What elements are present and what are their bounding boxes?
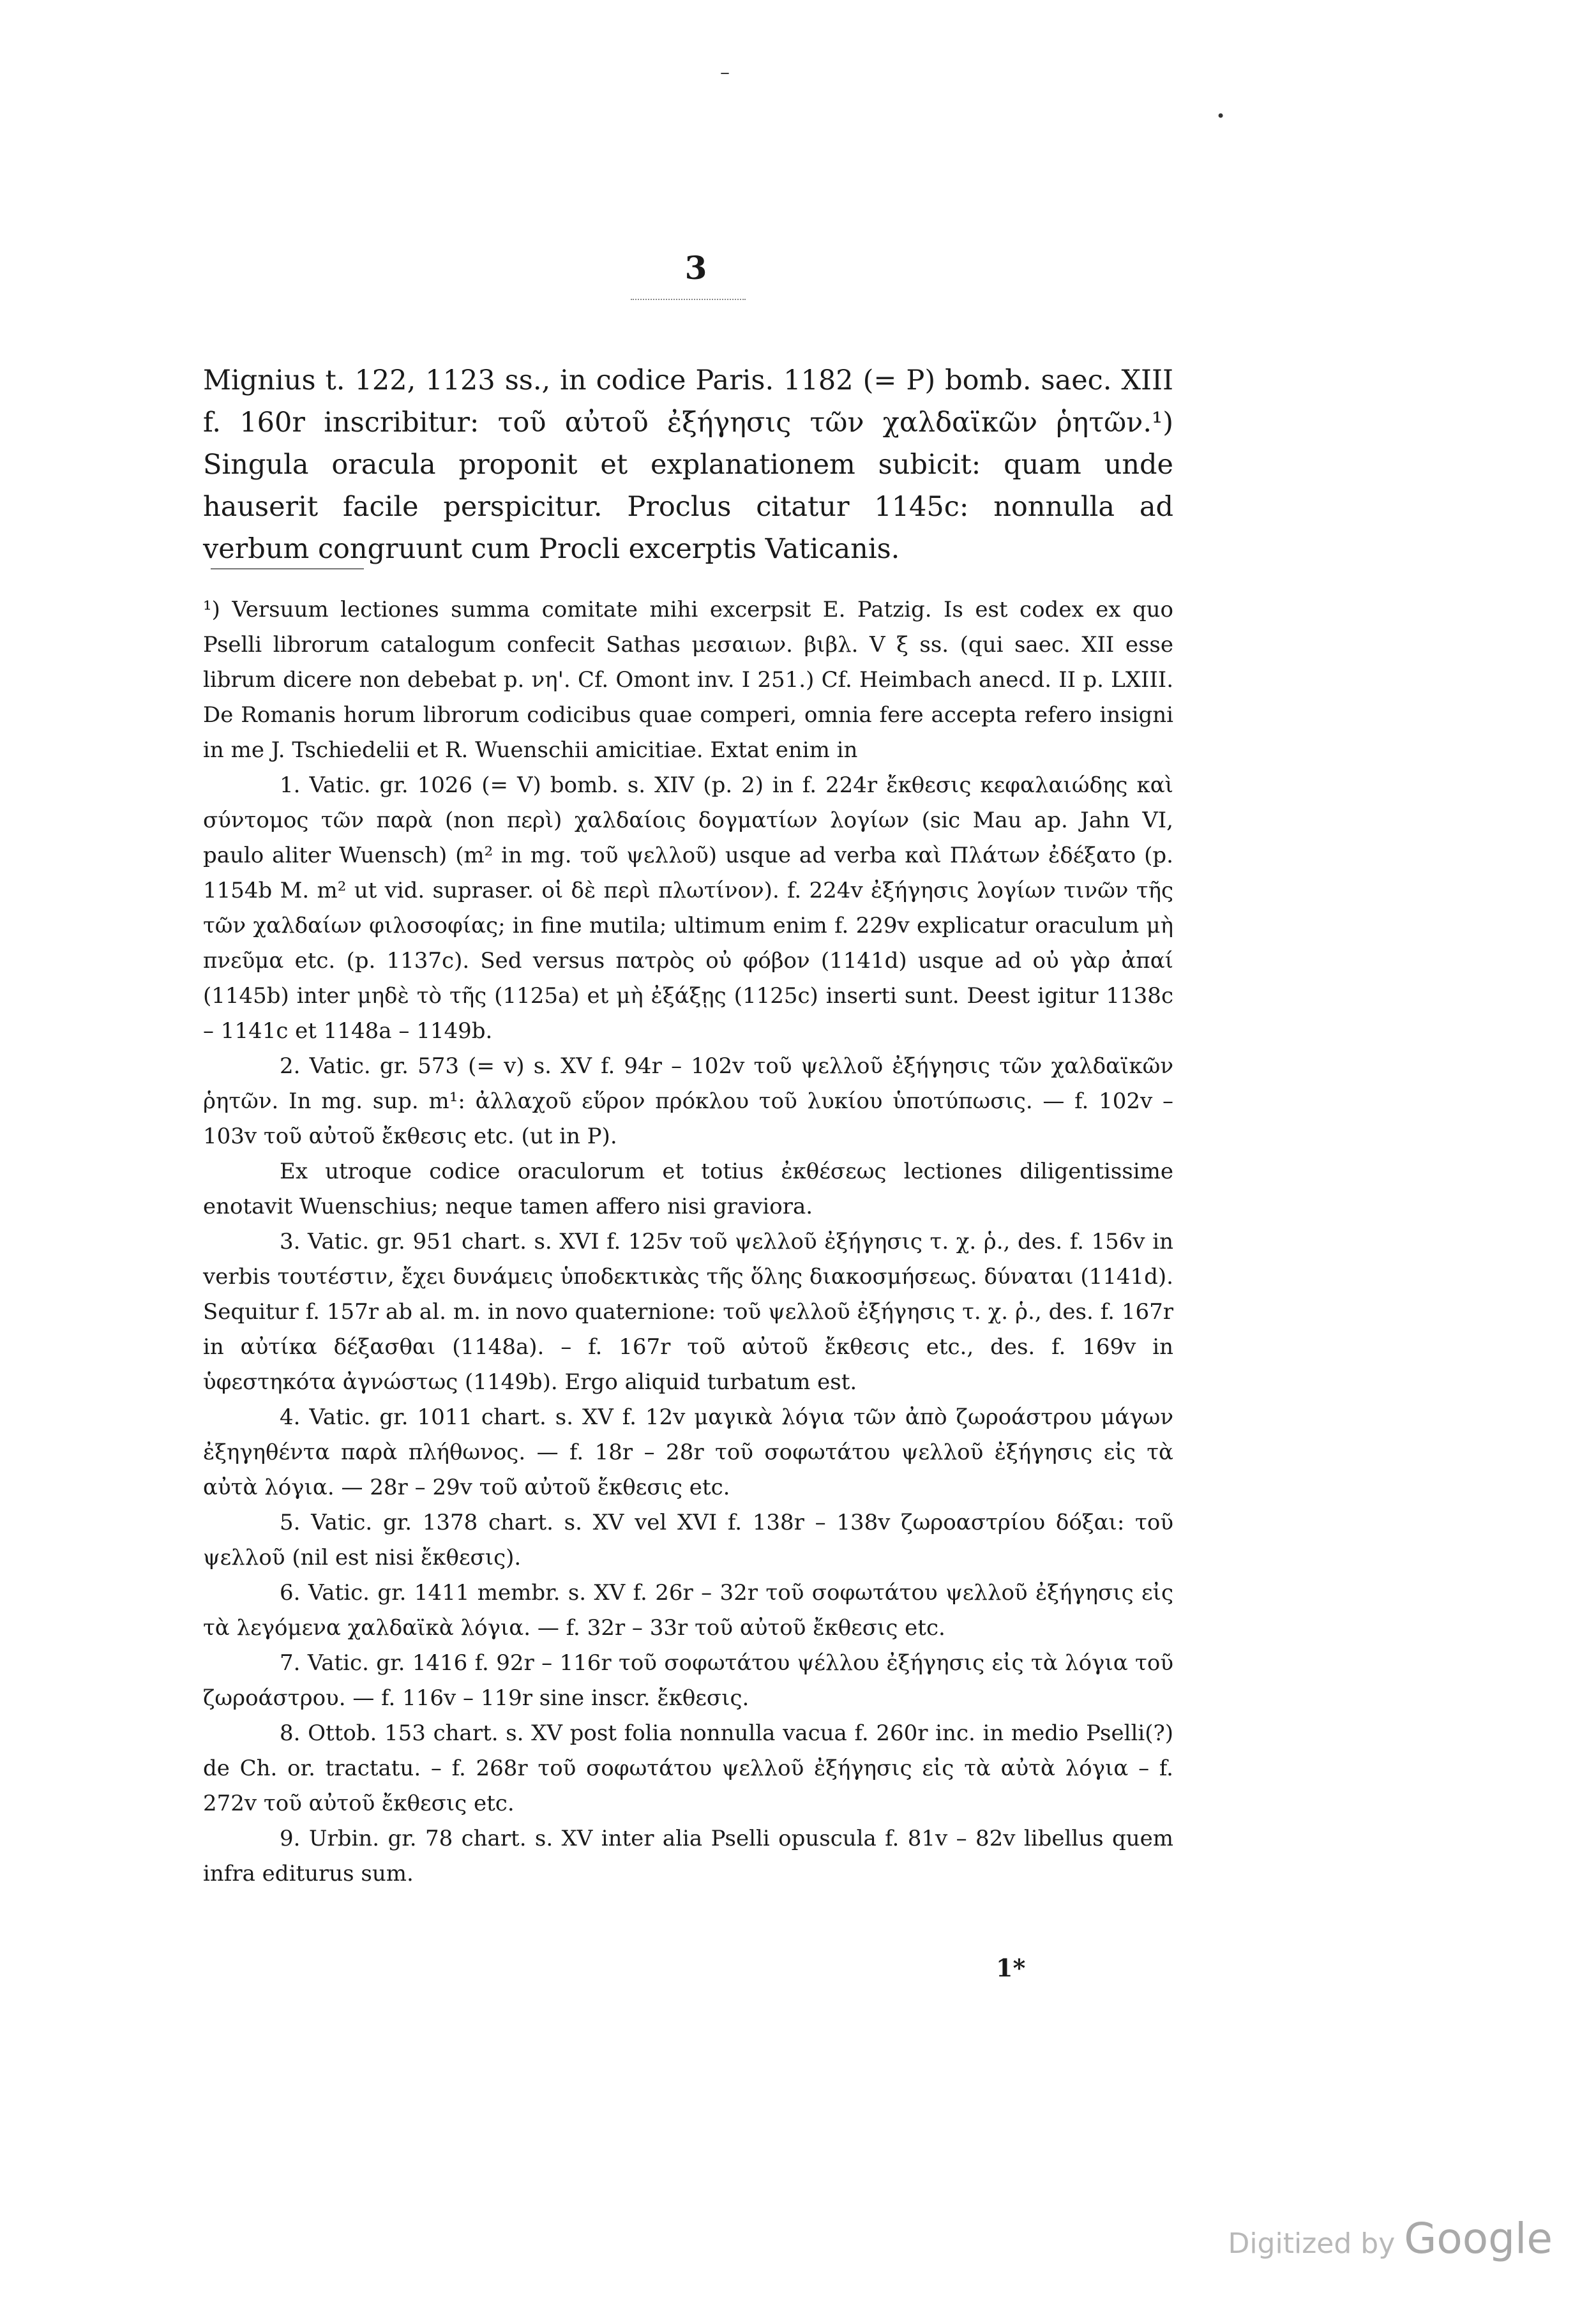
footnote-separator: [211, 568, 364, 569]
codex-note: Ex utroque codice oraculorum et totius ἐκθέσεως lectiones diligentissime enotavit Wuenschius; neque tamen affero nisi graviora.: [203, 1159, 1173, 1219]
watermark-prefix: Digitized by: [1228, 2227, 1396, 2260]
codex-entry-9: 9. Urbin. gr. 78 chart. s. XV inter alia Pselli opuscula f. 81v – 82v libellus quem infra editurus sum.: [203, 1826, 1173, 1886]
google-logo: Google: [1404, 2214, 1553, 2263]
codex-entry-8: 8. Ottob. 153 chart. s. XV post folia nonnulla vacua f. 260r inc. in medio Pselli(?) de Ch. or. tractatu. – f. 268r τοῦ σοφωτάτου ψελλοῦ ἐξήγησις εἰς τὰ αὐτὰ λόγια – f. 272v τοῦ αὐτοῦ ἔκθεσις etc.: [203, 1720, 1173, 1816]
footnote-block: [203, 592, 1173, 1892]
stray-dot-mark: •: [1216, 107, 1226, 125]
digitized-watermark: [1228, 2214, 1553, 2263]
page-number-rule: [631, 299, 746, 300]
footnote-intro: ¹) Versuum lectiones summa comitate mihi excerpsit E. Patzig. Is est codex ex quo Pselli librorum catalogum confecit Sathas μεσαιων. βιβλ. V ξ ss. (qui saec. XII esse librum dicere non debebat p. νη'. Cf. Omont inv. I 251.) Cf. Heimbach anecd. II p. LXIII. De Romanis horum librorum codicibus quae comperi, omnia fere accepta refero insigni in me J. Tschiedelii et R. Wuenschii amicitiae. Extat enim in: [203, 597, 1173, 763]
codex-entry-5: 5. Vatic. gr. 1378 chart. s. XV vel XVI f. 138r – 138v ζωροαστρίου δόξαι: τοῦ ψελλοῦ (nil est nisi ἔκθεσις).: [203, 1510, 1173, 1570]
signature-mark: 1*: [996, 1953, 1026, 1982]
codex-entry-3: 3. Vatic. gr. 951 chart. s. XVI f. 125v τοῦ ψελλοῦ ἐξήγησις τ. χ. ῥ., des. f. 156v in verbis τουτέστιν, ἔχει δυνάμεις ὑποδεκτικὰς τῆς ὅλης διακοσμήσεως. δύναται (1141d). Sequitur f. 157r ab al. m. in novo quaternione: τοῦ ψελλοῦ ἐξήγησις τ. χ. ῥ., des. f. 167r in αὐτίκα δέξασθαι (1148a). – f. 167r τοῦ αὐτοῦ ἔκθεσις etc., des. f. 169v in ὑφεστηκότα ἀγνώστως (1149b). Ergo aliquid turbatum est.: [203, 1229, 1173, 1395]
stray-dash-mark: –: [720, 61, 730, 84]
codex-entry-7: 7. Vatic. gr. 1416 f. 92r – 116r τοῦ σοφωτάτου ψέλλου ἐξήγησις εἰς τὰ λόγια τοῦ ζωροάστρου. — f. 116v – 119r sine inscr. ἔκθεσις.: [203, 1650, 1173, 1711]
codex-entry-4: 4. Vatic. gr. 1011 chart. s. XV f. 12v μαγικὰ λόγια τῶν ἀπὸ ζωροάστρου μάγων ἐξηγηθέντα παρὰ πλήθωνος. — f. 18r – 28r τοῦ σοφωτάτου ψελλοῦ ἐξήγησις εἰς τὰ αὐτὰ λόγια. — 28r – 29v τοῦ αὐτοῦ ἔκθεσις etc.: [203, 1404, 1173, 1500]
main-paragraph: Mignius t. 122, 1123 ss., in codice Paris. 1182 (= P) bomb. saec. XIII f. 160r inscribitur: τοῦ αὐτοῦ ἐξήγησις τῶν χαλδαϊκῶν ῥητῶν.¹) Singula oracula proponit et explanationem subicit: quam unde hauserit facile perspicitur. Proclus citatur 1145c: nonnulla ad verbum congruunt cum Procli excerptis Vaticanis.: [203, 365, 1173, 565]
codex-entry-6: 6. Vatic. gr. 1411 membr. s. XV f. 26r – 32r τοῦ σοφωτάτου ψελλοῦ ἐξήγησις εἰς τὰ λεγόμενα χαλδαϊκὰ λόγια. — f. 32r – 33r τοῦ αὐτοῦ ἔκθεσις etc.: [203, 1580, 1173, 1641]
page-number: 3: [684, 249, 707, 287]
codex-entry-1: 1. Vatic. gr. 1026 (= V) bomb. s. XIV (p. 2) in f. 224r ἔκθεσις κεφαλαιώδης καὶ σύντομος τῶν παρὰ (non περὶ) χαλδαίοις δογματίων λογίων (sic Mau ap. Jahn VI, paulo aliter Wuensch) (m² in mg. τοῦ ψελλοῦ) usque ad verba καὶ Πλάτων ἐδέξατο (p. 1154b M. m² ut vid. supraser. οἱ δὲ περὶ πλωτίνον). f. 224v ἐξήγησις λογίων τινῶν τῆς τῶν χαλδαίων φιλοσοφίας; in fine mutila; ultimum enim f. 229v explicatur oraculum μὴ πνεῦμα etc. (p. 1137c). Sed versus πατρὸς οὐ φόβον (1141d) usque ad οὐ γὰρ ἀπαί (1145b) inter μηδὲ τὸ τῆς (1125a) et μὴ ἐξάξῃς (1125c) inserti sunt. Deest igitur 1138c – 1141c et 1148a – 1149b.: [203, 772, 1173, 1044]
codex-entry-2: 2. Vatic. gr. 573 (= v) s. XV f. 94r – 102v τοῦ ψελλοῦ ἐξήγησις τῶν χαλδαϊκῶν ῥητῶν. In mg. sup. m¹: ἀλλαχοῦ εὕρον πρόκλου τοῦ λυκίου ὑποτύπωσις. — f. 102v – 103v τοῦ αὐτοῦ ἔκθεσις etc. (ut in P).: [203, 1053, 1173, 1149]
